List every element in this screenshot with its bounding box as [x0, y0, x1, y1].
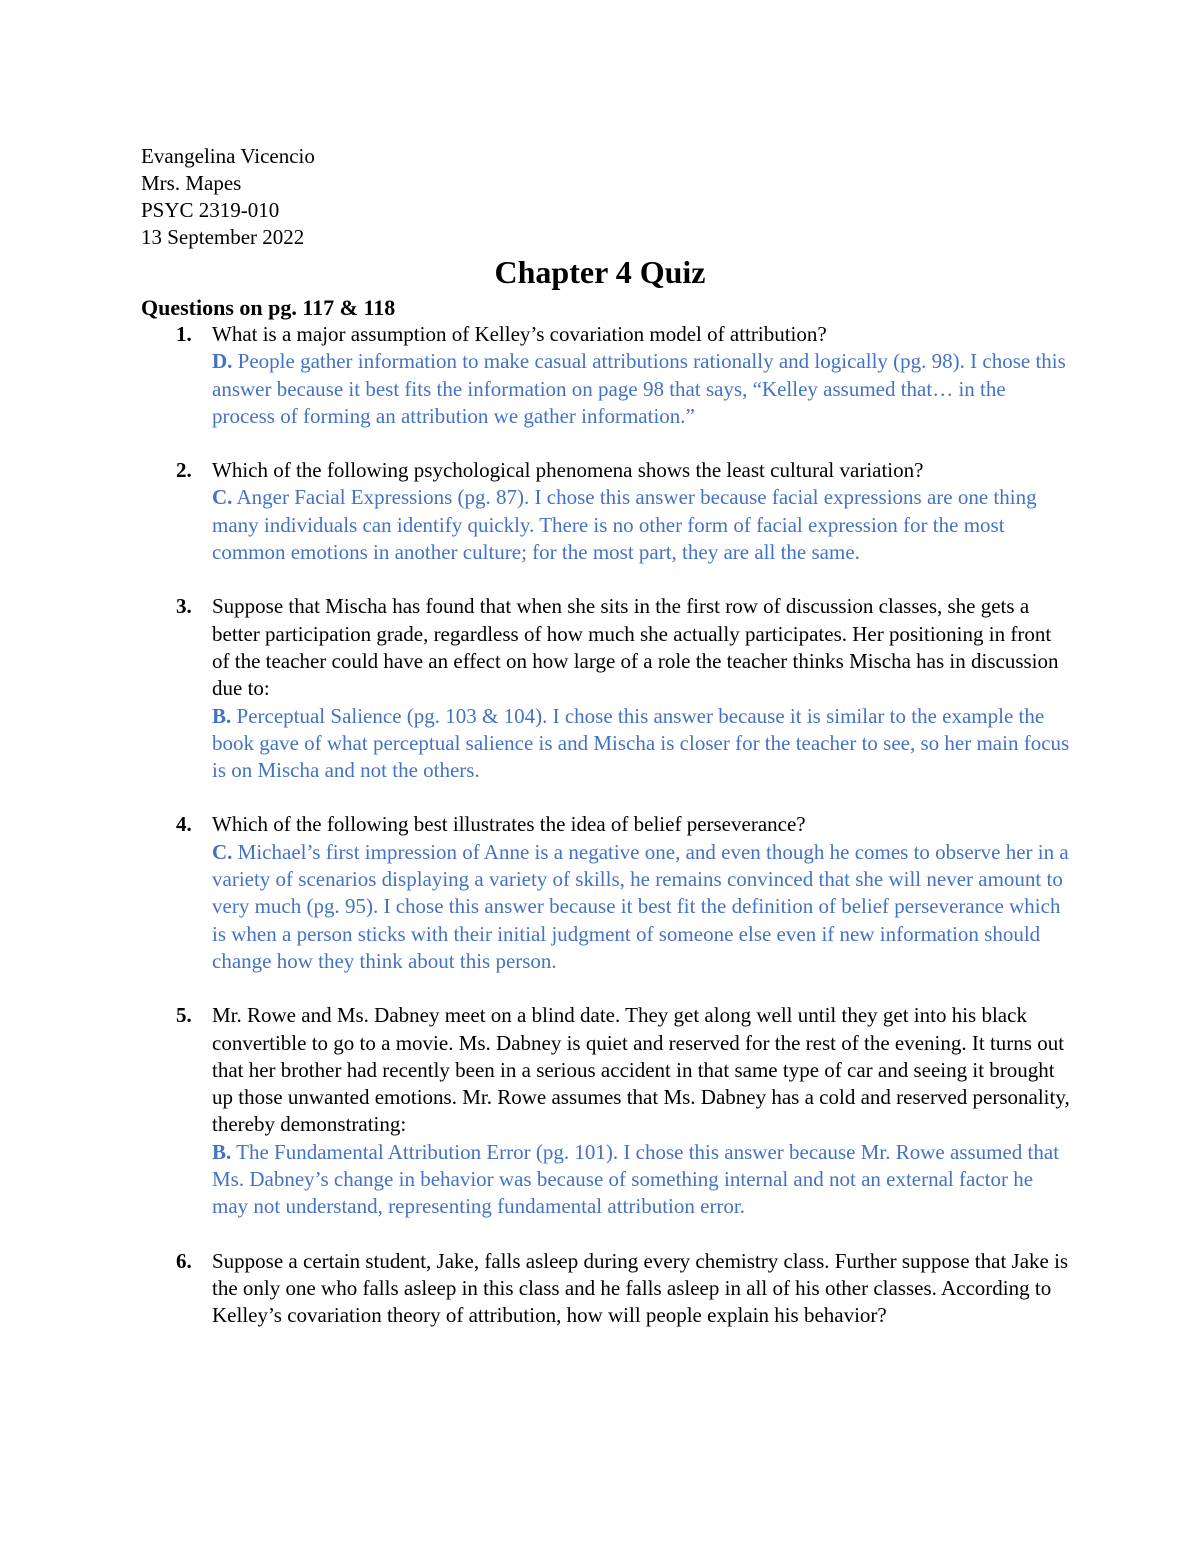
question-list [141, 321, 1071, 1357]
question-item [141, 1248, 1071, 1330]
question-text: Suppose that Mischa has found that when she sits in the first row of discussion classes, she gets a better participation grade, regardless of how much she actually participates. Her positioning in front of the teacher could have an effect on how large of a role the teacher thinks Mischa has in discussion due to: [212, 594, 1059, 701]
document-header [141, 143, 315, 251]
answer-text: Perceptual Salience (pg. 103 & 104). I chose this answer because it is similar to the example the book gave of what perceptual salience is and Mischa is closer for the teacher to see, so her main focus is on Mischa and not the others. [212, 703, 1070, 783]
question-number: 6. [176, 1248, 192, 1273]
answer-letter: D. [212, 349, 233, 374]
question-text: What is a major assumption of Kelley’s covariation model of attribution? [212, 322, 827, 346]
answer-text: People gather information to make casual attributions rationally and logically (pg. 98). I chose this answer because it best fits the information on page 98 that says, “Kelley assumed that… in the process of forming an attribution we gather information.” [212, 349, 1066, 428]
student-name: Evangelina Vicencio [141, 144, 315, 168]
question-item [141, 457, 1071, 566]
answer-block [212, 703, 1071, 785]
answer-block [212, 1139, 1071, 1221]
section-heading: Questions on pg. 117 & 118 [141, 295, 396, 320]
instructor-name: Mrs. Mapes [141, 171, 242, 195]
question-item [141, 811, 1071, 975]
answer-letter: B. [212, 703, 232, 728]
answer-block [212, 484, 1071, 566]
document-date: 13 September 2022 [141, 225, 305, 249]
answer-letter: C. [212, 485, 233, 510]
course-code: PSYC 2319-010 [141, 198, 280, 222]
question-item [141, 593, 1071, 784]
answer-block [212, 839, 1071, 975]
question-item [141, 321, 1071, 430]
question-item [141, 1002, 1071, 1220]
page-title: Chapter 4 Quiz [494, 254, 706, 290]
answer-letter: B. [212, 1139, 232, 1164]
question-number: 2. [176, 458, 192, 483]
question-number: 5. [176, 1003, 192, 1028]
answer-text: Anger Facial Expressions (pg. 87). I chose this answer because facial expressions are one thing many individuals can identify quickly. There is no other form of facial expression for the most common emotions in another culture; for the most part, they are all the same. [212, 485, 1037, 565]
question-number: 3. [176, 594, 192, 619]
question-number: 1. [176, 322, 192, 346]
question-text: Which of the following psychological phenomena shows the least cultural variation? [212, 458, 924, 483]
question-text: Which of the following best illustrates the idea of belief perseverance? [212, 812, 806, 837]
question-text: Mr. Rowe and Ms. Dabney meet on a blind date. They get along well until they get into his black convertible to go to a movie. Ms. Dabney is quiet and reserved for the rest of the evening. It turns out that her brother had recently been in a serious accident in that same type of car and seeing it brought up those unwanted emotions. Mr. Rowe assumes that Ms. Dabney has a cold and reserved personality, thereby demonstrating: [212, 1003, 1070, 1137]
answer-text: The Fundamental Attribution Error (pg. 101). I chose this answer because Mr. Rowe assumed that Ms. Dabney’s change in behavior was because of something internal and not an external factor he may not understand, representing fundamental attribution error. [212, 1139, 1060, 1219]
answer-block [212, 348, 1071, 430]
answer-letter: C. [212, 839, 233, 864]
answer-text: Michael’s first impression of Anne is a negative one, and even though he comes to observe her in a variety of scenarios displaying a variety of skills, he remains convinced that she will never amount to very much (pg. 95). I chose this answer because it best fit the definition of belief perseverance which is when a person sticks with their initial judgment of someone else even if new information should change how they think about this person. [212, 839, 1069, 973]
question-text: Suppose a certain student, Jake, falls asleep during every chemistry class. Further suppose that Jake is the only one who falls asleep in this class and he falls asleep in all of his other classes. According to Kelley’s covariation theory of attribution, how will people explain his behavior? [212, 1248, 1069, 1328]
question-number: 4. [176, 812, 192, 837]
